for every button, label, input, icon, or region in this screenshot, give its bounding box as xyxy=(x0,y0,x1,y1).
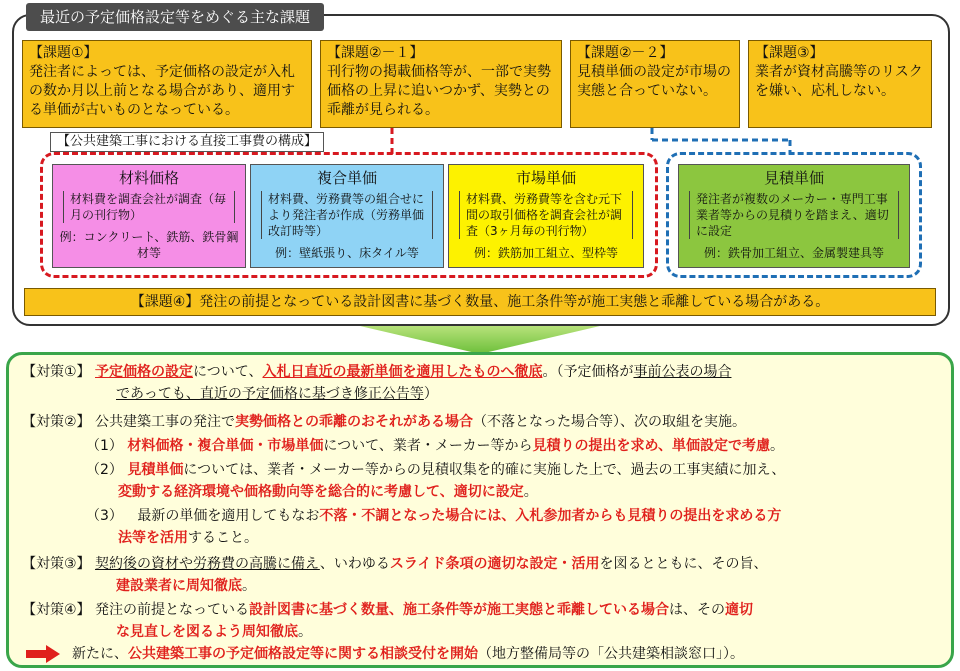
cost-estimate-example: 例：鉄骨加工組立、金属製建具等 xyxy=(703,246,884,260)
issue-2-2-text: 見積単価の設定が市場の実態と合っていない。 xyxy=(577,64,731,99)
m3-c: スライド条項の適切な設定・活用 xyxy=(389,556,600,572)
m2-3-num: （3） xyxy=(86,508,123,524)
cost-material-name: 材料価格 xyxy=(118,169,179,187)
cost-market-name: 市場単価 xyxy=(515,169,576,187)
issue-3-title: 【課題③】 xyxy=(755,45,824,61)
m1-d: 。（予定価格が xyxy=(542,364,634,380)
cost-material xyxy=(52,164,246,268)
m4-b: 設計図書に基づく数量、施工条件等が施工実態と乖離している場合 xyxy=(249,602,670,618)
measure-2-3-line1 xyxy=(86,506,781,526)
issue-2-2-title: 【課題②－２】 xyxy=(577,45,674,61)
cost-market xyxy=(448,164,644,268)
cost-market-desc: 材料費、労務費等を含む元下間の取引価格を調査会社が調査（3ヶ月毎の刊行物） xyxy=(459,191,633,239)
cost-material-desc: 材料費を調査会社が調査（毎月の刊行物） xyxy=(63,191,235,223)
measure-2-2-line2 xyxy=(118,482,538,502)
m2-1-c: 見積りの提出を求め、単価設定で考慮 xyxy=(532,438,770,454)
measure-1-line2 xyxy=(116,384,438,404)
m3-f: 。 xyxy=(242,578,256,594)
issue-3-text: 業者が資材高騰等のリスクを嫌い、応札しない。 xyxy=(755,64,923,99)
measure-4-line2 xyxy=(116,622,312,642)
right-arrow-icon xyxy=(26,645,60,663)
m1-b: について、 xyxy=(193,364,263,380)
m1-c: 入札日直近の最新単価を適用したものへ徹底 xyxy=(262,364,543,380)
measure-4-label: 【対策④】 xyxy=(22,602,91,618)
cost-estimate xyxy=(678,164,910,268)
cost-market-example: 例：鉄筋加工組立、型枠等 xyxy=(473,246,618,260)
m2-1-d: 。 xyxy=(770,438,784,454)
cost-composite-desc: 材料費、労務費等の組合せにより発注者が作成（労務単価改訂時等） xyxy=(261,191,433,239)
m2-a: 公共建築工事の発注で xyxy=(95,414,236,430)
m2-b: 実勢価格との乖離のおそれがある場合 xyxy=(235,414,474,430)
final-b: 公共建築工事の予定価格設定等に関する相談受付を開始 xyxy=(128,646,478,662)
measure-2-3-line2 xyxy=(118,528,258,548)
final-line xyxy=(26,644,744,664)
issue-2-1-text: 刊行物の掲載価格等が、一部で実勢価格の上昇に追いつかず、実勢との乖離が見られる。 xyxy=(327,64,551,118)
final-a: 新たに、 xyxy=(72,646,128,662)
m2-3-c: 法等を活用 xyxy=(118,530,188,546)
issue-1-title: 【課題①】 xyxy=(29,45,98,61)
m2-3-b: 不落・不調となった場合には、入札参加者からも見積りの提出を求める方 xyxy=(319,508,782,524)
m2-2-b: については、業者・メーカー等からの見積収集を的確に実施した上で、過去の工事実績に加え、 xyxy=(183,462,786,478)
issue-2-1-title: 【課題②－１】 xyxy=(327,45,424,61)
cost-estimate-name: 見積単価 xyxy=(763,169,824,187)
measure-3-line2 xyxy=(116,576,256,596)
cost-composite-example: 例：壁紙張り、床タイル等 xyxy=(275,246,419,260)
cost-material-example: 例：コンクリート、鉄筋、鉄骨鋼材等 xyxy=(59,230,239,260)
m2-c: （不落となった場合等）、次の取組を実施。 xyxy=(473,414,747,430)
m2-2-c: 変動する経済環境や価格動向等を総合的に考慮して、適切に設定 xyxy=(118,484,524,500)
m4-e: な見直しを図るよう周知徹底 xyxy=(116,624,298,640)
measure-2-2-line1 xyxy=(86,460,785,480)
m1-f: であっても、直近の予定価格に基づき修正公告等 xyxy=(116,386,424,402)
final-c: （地方整備局等の「公共建築相談窓口」）。 xyxy=(478,646,744,662)
m3-d: を図るとともに、その旨、 xyxy=(599,556,768,572)
down-arrow-icon xyxy=(340,326,620,354)
measure-1-line1 xyxy=(22,362,731,382)
page-title: 最近の予定価格設定等をめぐる主な課題 xyxy=(26,3,324,31)
m2-2-d: 。 xyxy=(523,484,538,500)
m4-a: 発注の前提となっている xyxy=(95,602,250,618)
m4-d: 適切 xyxy=(725,602,754,618)
m4-f: 。 xyxy=(298,624,312,640)
measure-3-label: 【対策③】 xyxy=(22,556,91,572)
m2-2-a: 見積単価 xyxy=(127,462,184,478)
cost-composite-name: 複合単価 xyxy=(316,169,377,187)
m3-b: 、いわゆる xyxy=(319,556,390,572)
m1-e: 事前公表の場合 xyxy=(633,364,732,380)
measure-4-line1 xyxy=(22,600,753,620)
measure-3-line1 xyxy=(22,554,767,574)
m3-e: 建設業者に周知徹底 xyxy=(116,578,242,594)
m2-3-a: 最新の単価を適用してもなお xyxy=(137,508,320,524)
m2-3-d: すること。 xyxy=(188,530,258,546)
m2-1-a: 材料価格・複合単価・市場単価 xyxy=(127,438,324,454)
m3-a: 契約後の資材や労務費の高騰に備え xyxy=(95,556,320,572)
m1-g: ） xyxy=(423,386,438,402)
measure-2-line1 xyxy=(22,412,746,432)
measure-2-1 xyxy=(86,436,784,456)
measure-2-label: 【対策②】 xyxy=(22,414,91,430)
structure-label: 【公共建築工事における直接工事費の構成】 xyxy=(50,132,324,152)
measure-1-label: 【対策①】 xyxy=(22,364,91,380)
m4-c: は、その xyxy=(669,602,726,618)
issue-4-box: 【課題④】発注の前提となっている設計図書に基づく数量、施工条件等が施工実態と乖離している場合がある。 xyxy=(24,288,936,316)
cost-composite xyxy=(250,164,444,268)
m2-1-b: について、業者・メーカー等から xyxy=(323,438,533,454)
issue-1-text: 発注者によっては、予定価格の設定が入札の数か月以上前となる場合があり、適用する単価が古いものとなっている。 xyxy=(29,64,295,118)
m2-2-num: （2） xyxy=(86,462,123,478)
m1-a: 予定価格の設定 xyxy=(95,364,194,380)
cost-estimate-desc: 発注者が複数のメーカー・専門工事業者等からの見積りを踏まえ、適切に設定 xyxy=(689,191,899,239)
m2-1-num: （1） xyxy=(86,438,123,454)
